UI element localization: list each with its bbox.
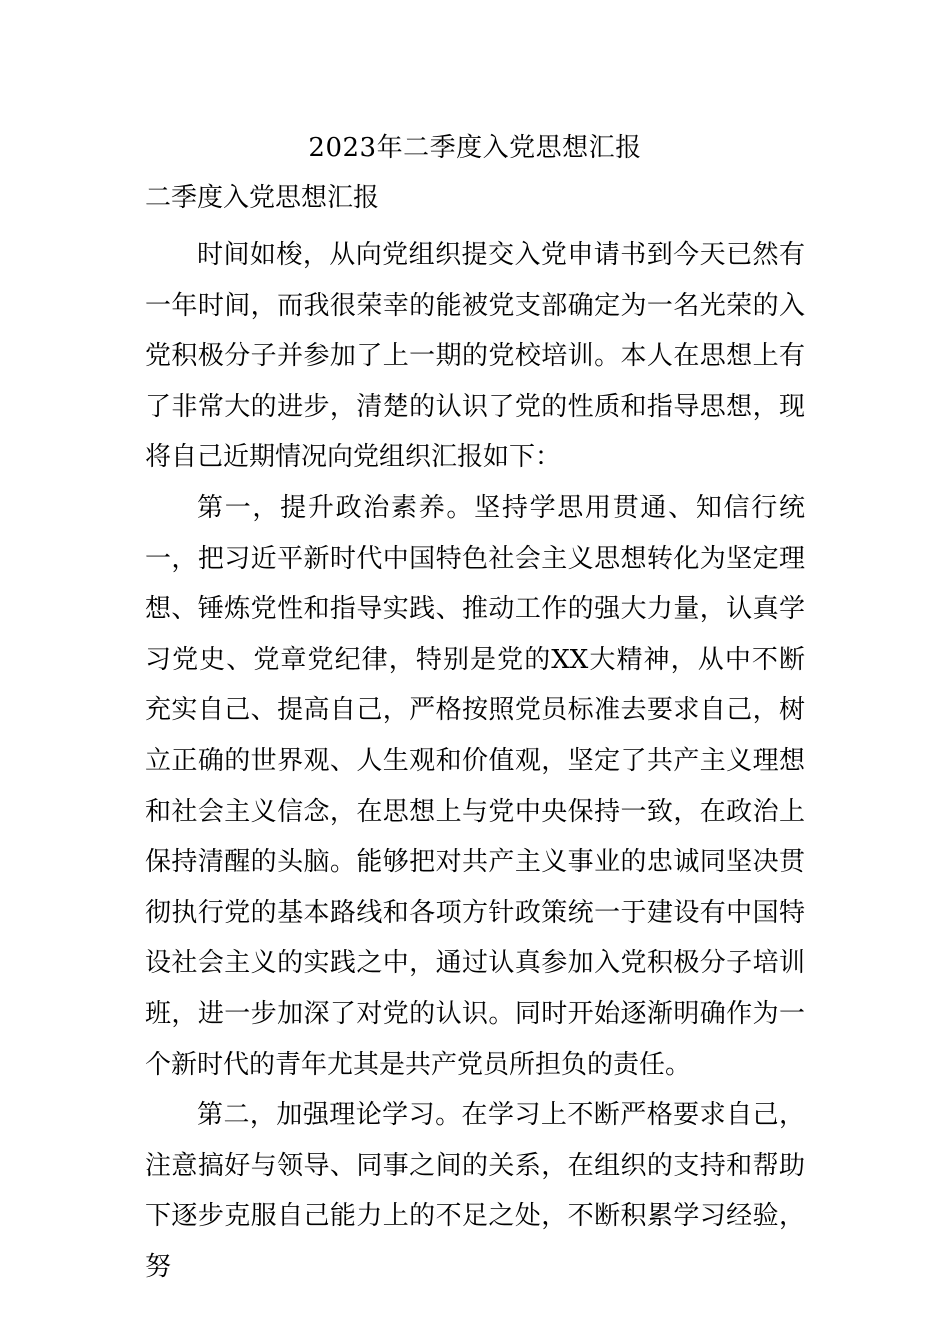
paragraph-political: 第一，提升政治素养。坚持学思用贯通、知信行统一，把习近平新时代中国特色社会主义思想转化为坚定理想、锤炼党性和指导实践、推动工作的强大力量，认真学习党史、党章党纪律，特别是党的XX大精神，从中不断充实自己、提高自己，严格按照党员标准去要求自己，树立正确的世界观、人生观和价值观，坚定了共产主义理想和社会主义信念，在思想上与党中央保持一致，在政治上保持清醒的头脑。能够把对共产主义事业的忠诚同坚决贯彻执行党的基本路线和各项方针政策统一于建设有中国特设社会主义的实践之中，通过认真参加入党积极分子培训班，进一步加深了对党的认识。同时开始逐渐明确作为一个新时代的青年尤其是共产党员所担负的责任。 (145, 492, 805, 1080)
document-title: 2023年二季度入党思想汇报 (308, 133, 642, 163)
document-subtitle: 二季度入党思想汇报 (145, 183, 380, 213)
paragraph-theory: 第二，加强理论学习。在学习上不断严格要求自己，注意搞好与领导、同事之间的关系，在组织的支持和帮助下逐步克服自己能力上的不足之处，不断积累学习经验，努 (145, 1100, 805, 1282)
paragraph-intro: 时间如梭，从向党组织提交入党申请书到今天已然有一年时间，而我很荣幸的能被党支部确定为一名光荣的入党积极分子并参加了上一期的党校培训。本人在思想上有了非常大的进步，清楚的认识了党的性质和指导思想，现将自己近期情况向党组织汇报如下： (145, 240, 805, 473)
document-body (145, 230, 805, 1292)
